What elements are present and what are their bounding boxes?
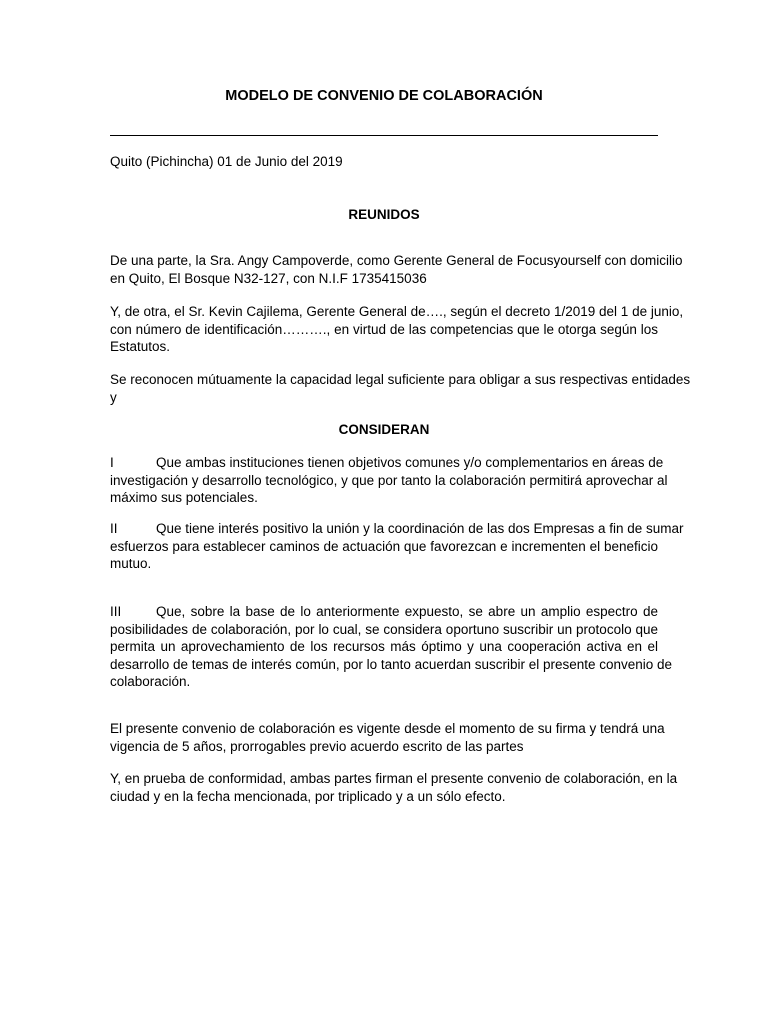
paragraph-line: con número de identificación………., en virtud de las competencias que le otorga según los <box>110 321 658 337</box>
title-divider <box>110 135 658 136</box>
roman-numeral: I <box>110 455 114 470</box>
closing-paragraph <box>110 720 665 755</box>
consideran-item <box>110 520 684 573</box>
paragraph-line: I Que ambas instituciones tienen objetivos comunes y/o complementarios en áreas de <box>110 455 664 470</box>
paragraph-line: Y, de otra, el Sr. Kevin Cajilema, Gerente General de…., según el decreto 1/2019 del 1 de junio, <box>110 304 684 319</box>
paragraph-line: colaboración. <box>110 674 191 689</box>
paragraph-line: III Que, sobre la base de lo anteriormente expuesto, se abre un amplio espectro de <box>110 604 658 619</box>
consideran-item <box>110 603 673 691</box>
paragraph-line: El presente convenio de colaboración es vigente desde el momento de su firma y tendrá una <box>110 721 665 736</box>
heading-consideran: CONSIDERAN <box>338 422 430 437</box>
paragraph-line: mutuo. <box>110 556 152 571</box>
reunidos-paragraph <box>110 303 684 356</box>
paragraph-line: De una parte, la Sra. Angy Campoverde, como Gerente General de Focusyourself con domicilio <box>110 253 683 268</box>
paragraph-line: y <box>110 389 117 405</box>
paragraph-line: vigencia de 5 años, prorrogables previo acuerdo escrito de las partes <box>110 738 524 754</box>
heading-reunidos: REUNIDOS <box>348 207 420 222</box>
paragraph-line: máximo sus potenciales. <box>110 490 258 505</box>
paragraph-line: en Quito, El Bosque N32-127, con N.I.F 1735415036 <box>110 270 427 286</box>
document-title: MODELO DE CONVENIO DE COLABORACIÓN <box>225 88 543 104</box>
paragraph-line: Y, en prueba de conformidad, ambas partes firman el presente convenio de colaboración, en la <box>110 771 678 786</box>
paragraph-line: desarrollo de temas de interés común, por lo tanto acuerdan suscribir el presente convenio de <box>110 656 673 672</box>
closing-paragraph <box>110 770 678 805</box>
roman-numeral: III <box>110 604 122 619</box>
roman-numeral: II <box>110 521 118 536</box>
paragraph-line: ciudad y en la fecha mencionada, por triplicado y a un sólo efecto. <box>110 788 506 804</box>
reunidos-paragraph <box>110 252 683 287</box>
paragraph-line: Estatutos. <box>110 339 171 354</box>
paragraph-line: II Que tiene interés positivo la unión y la coordinación de las dos Empresas a fin de sumar <box>110 521 684 536</box>
paragraph-line: investigación y desarrollo tecnológico, y que por tanto la colaboración permitirá aprovechar al <box>110 472 668 488</box>
consideran-item <box>110 454 668 507</box>
paragraph-line: permita un aprovechamiento de los recursos más óptimo y una cooperación activa en el <box>110 639 658 654</box>
paragraph-line: Se reconocen mútuamente la capacidad legal suficiente para obligar a sus respectivas entidades <box>110 372 691 387</box>
paragraph-line: esfuerzos para establecer caminos de actuación que favorezcan e incrementen el beneficio <box>110 538 658 554</box>
place-date: Quito (Pichincha) 01 de Junio del 2019 <box>110 154 343 169</box>
reunidos-paragraph <box>110 371 691 406</box>
paragraph-line: posibilidades de colaboración, por lo cual, se considera oportuno suscribir un protocolo que <box>110 621 658 637</box>
